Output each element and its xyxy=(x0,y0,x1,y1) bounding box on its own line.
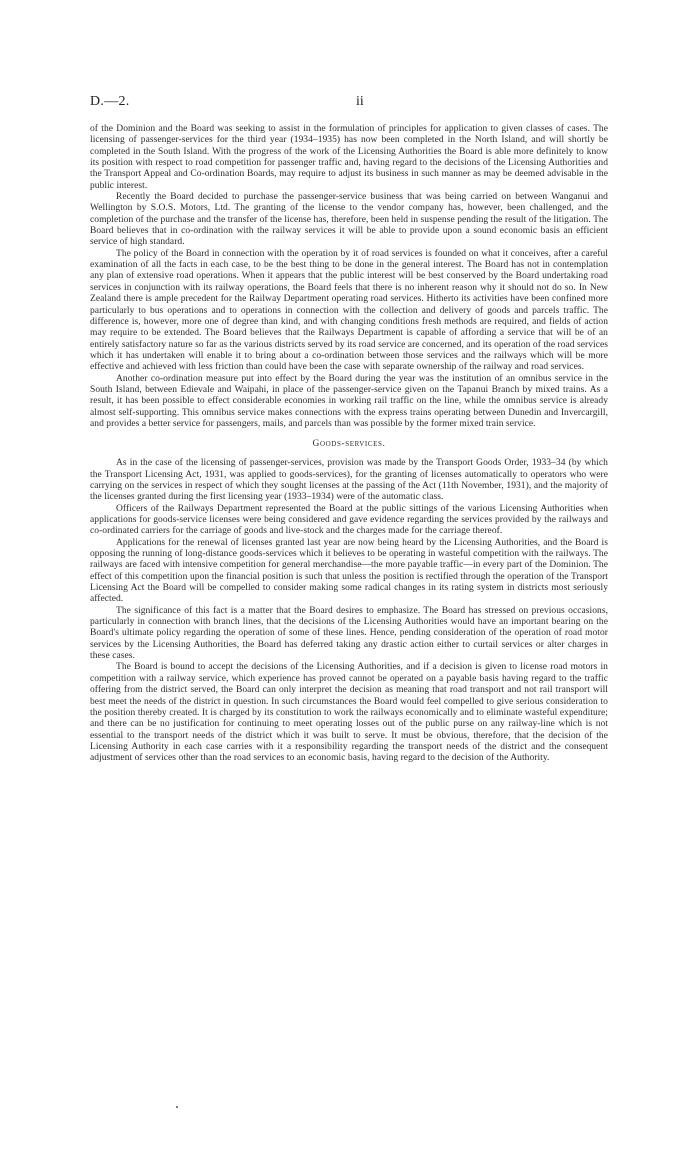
paragraph-dominion-licensing: of the Dominion and the Board was seeking to assist in the formulation of principles for application to given classes of cases. The licensing of passenger-services for the third year (1934–1935) has now been completed in the North Island, and will shortly be completed in the South Island. With the progress of the work of the Licensing Authorities the Board is able more definitely to know its position with respect to road competition for passenger traffic and, having regard to the decisions of the Licensing Authorities and the Transport Appeal and Co-ordination Boards, may require to adjust its business in such manner as may be deemed advisable in the public interest. xyxy=(90,124,608,191)
print-speck xyxy=(176,1106,178,1108)
section-heading-goods-services: Goods-services. xyxy=(312,439,386,450)
paragraph-renewal-applications: Applications for the renewal of licenses granted last year are now being heard by the Licensing Authorities, and the Board is opposing the running of long-distance goods-services which it believes to be operating in wasteful competition with the railways. The railways are faced with intensive competition for general merchandise—the more payable traffic—in every part of the Dominion. The effect of this competition upon the financial position is such that unless the position is rectified through the operation of the Transport Licensing Act the Board will be compelled to consider making some radical changes in its rating system in districts most seriously affected. xyxy=(90,537,608,605)
paragraph-omnibus-service: Another co-ordination measure put into effect by the Board during the year was the institution of an omnibus service in the South Island, between Edievale and Waipahi, in place of the passenger-service given on the Tapanui Branch by mixed trains. As a result, it has been possible to effect considerable economies in working rail traffic on the line, while the omnibus service is already almost self-supporting. This omnibus service makes connections with the express trains operating between Dunedin and Invercargill, and provides a better service for passengers, mails, and parcels than was possible by the former mixed train service. xyxy=(90,373,608,429)
document-reference: D.—2. xyxy=(90,94,130,109)
paragraph-wanganui-purchase: Recently the Board decided to purchase the passenger-service business that was being carried on between Wanganui and Wellington by S.O.S. Motors, Ltd. The granting of the license to the vendor company has, however, been challenged, and the completion of the purchase and the transfer of the license has, therefore, been held in suspense pending the result of the litigation. The Board believes that in co-ordination with the railway services it will be able to provide upon a sound economic basis an efficient service of high standard. xyxy=(90,192,608,248)
body-text xyxy=(90,124,608,765)
page-number: ii xyxy=(356,94,364,109)
paragraph-road-services-policy: The policy of the Board in connection with the operation by it of road services is founded on what it conceives, after a careful examination of all the facts in each case, to be the best thing to be done in the general interest. The Board has not in contemplation any plan of extensive road operations. When it appears that the public interest will be best conserved by the Board undertaking road services in conjunction with its railway operations, the Board feels that there is no inherent reason why it should not do so. In New Zealand there is ample precedent for the Railway Department operating road services. Hitherto its activities have been confined more particularly to bus operations and to operations in connection with the collection and delivery of goods and parcels traffic. The difference is, however, more one of degree than kind, and with changing conditions fresh methods are required, and fields of action may require to be extended. The Board believes that the Railways Department is capable of affording a service that will be of an entirely satisfactory nature so far as the various districts served by its road service are concerned, and its operation of the road services which it has undertaken will enable it to bring about a co-ordination between those services and the railways which will be more effective and achieved with less friction than could have been the case with separate ownership of the railway and road services. xyxy=(90,248,609,373)
paragraph-officers-represented: Officers of the Railways Department represented the Board at the public sittings of the various Licensing Authorities when applications for goods-service licenses were being considered and gave evidence regarding the services provided by the railways and co-ordinated carriers for the carriage of goods and live-stock and the charges made for the carriage thereof. xyxy=(90,503,608,537)
paragraph-significance: The significance of this fact is a matter that the Board desires to emphasize. The Board has stressed on previous occasions, particularly in connection with branch lines, that the decisions of the Licensing Authorities would have an important bearing on the Board's ultimate policy regarding the operation of some of these lines. Hence, pending consideration of the operation of road motor services by the Licensing Authorities, the Board has deferred taking any drastic action either to curtail services or alter charges in these cases. xyxy=(90,605,608,662)
paragraph-goods-order: As in the case of the licensing of passenger-services, provision was made by the Transport Goods Order, 1933–34 (by which the Transport Licensing Act, 1931, was applied to goods-services), for the granting of licenses automatically to operators who were carrying on the services in respect of which they sought licenses at the passing of the Act (11th November, 1931), and the majority of the licenses granted during the first licensing year (1933–1934) were of the automatic class. xyxy=(90,458,608,503)
paragraph-bound-to-accept: The Board is bound to accept the decisions of the Licensing Authorities, and if a decision is given to license road motors in competition with a railway service, which experience has proved cannot be operated on a payable basis having regard to the traffic offering from the district served, the Board can only interpret the decision as meaning that road transport and not rail transport will best meet the needs of the district in question. In such circumstances the Board would feel compelled to give serious consideration to the position thereby created. It is charged by its constitution to work the railways economically and to eliminate wasteful expenditure; and there can be no justification for continuing to meet operating losses out of the public purse on any railway-line which is not essential to the transport needs of the district which it was built to serve. It must be obvious, therefore, that the decision of the Licensing Authority in each case carries with it a responsibility regarding the transport needs of the district and the consequent adjustment of services other than the road services to an economic basis, having regard to the decision of the Authority. xyxy=(90,662,608,764)
